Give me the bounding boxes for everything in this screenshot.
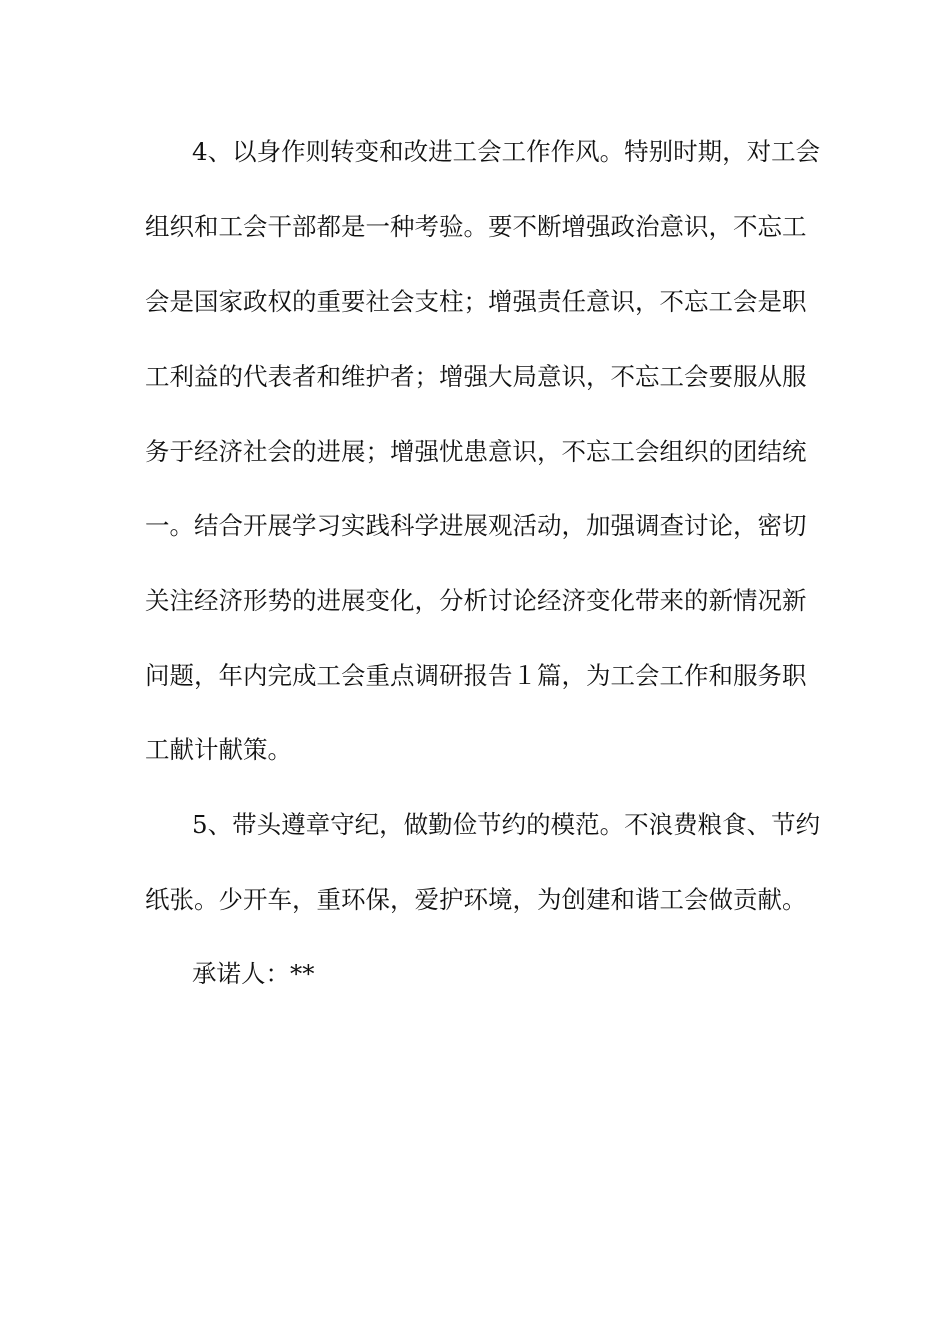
- paragraph-4-line-8: 问题，年内完成工会重点调研报告１篇，为工会工作和服务职: [145, 661, 807, 690]
- paragraph-4-line-7: 关注经济形势的进展变化，分析讨论经济变化带来的新情况新: [145, 586, 807, 615]
- paragraph-4-line-6: 一。结合开展学习实践科学进展观活动，加强调查讨论，密切: [145, 511, 807, 540]
- paragraph-5-line-1: 5、带头遵章守纪，做勤俭节约的模范。不浪费粮食、节约: [192, 810, 821, 839]
- paragraph-4-line-5: 务于经济社会的进展；增强忧患意识，不忘工会组织的团结统: [145, 437, 807, 466]
- paragraph-4-line-1: 4、以身作则转变和改进工会工作作风。特别时期，对工会: [192, 137, 821, 166]
- paragraph-4-line-9: 工献计献策。: [145, 735, 292, 764]
- paragraph-4-line-2: 组织和工会干部都是一种考验。要不断增强政治意识，不忘工: [145, 212, 807, 241]
- signature-line: 承诺人：**: [192, 959, 315, 988]
- paragraph-4-line-3: 会是国家政权的重要社会支柱；增强责任意识，不忘工会是职: [145, 287, 807, 316]
- paragraph-4-line-4: 工利益的代表者和维护者；增强大局意识，不忘工会要服从服: [145, 362, 807, 391]
- paragraph-5-line-2: 纸张。少开车，重环保，爱护环境，为创建和谐工会做贡献。: [145, 885, 807, 914]
